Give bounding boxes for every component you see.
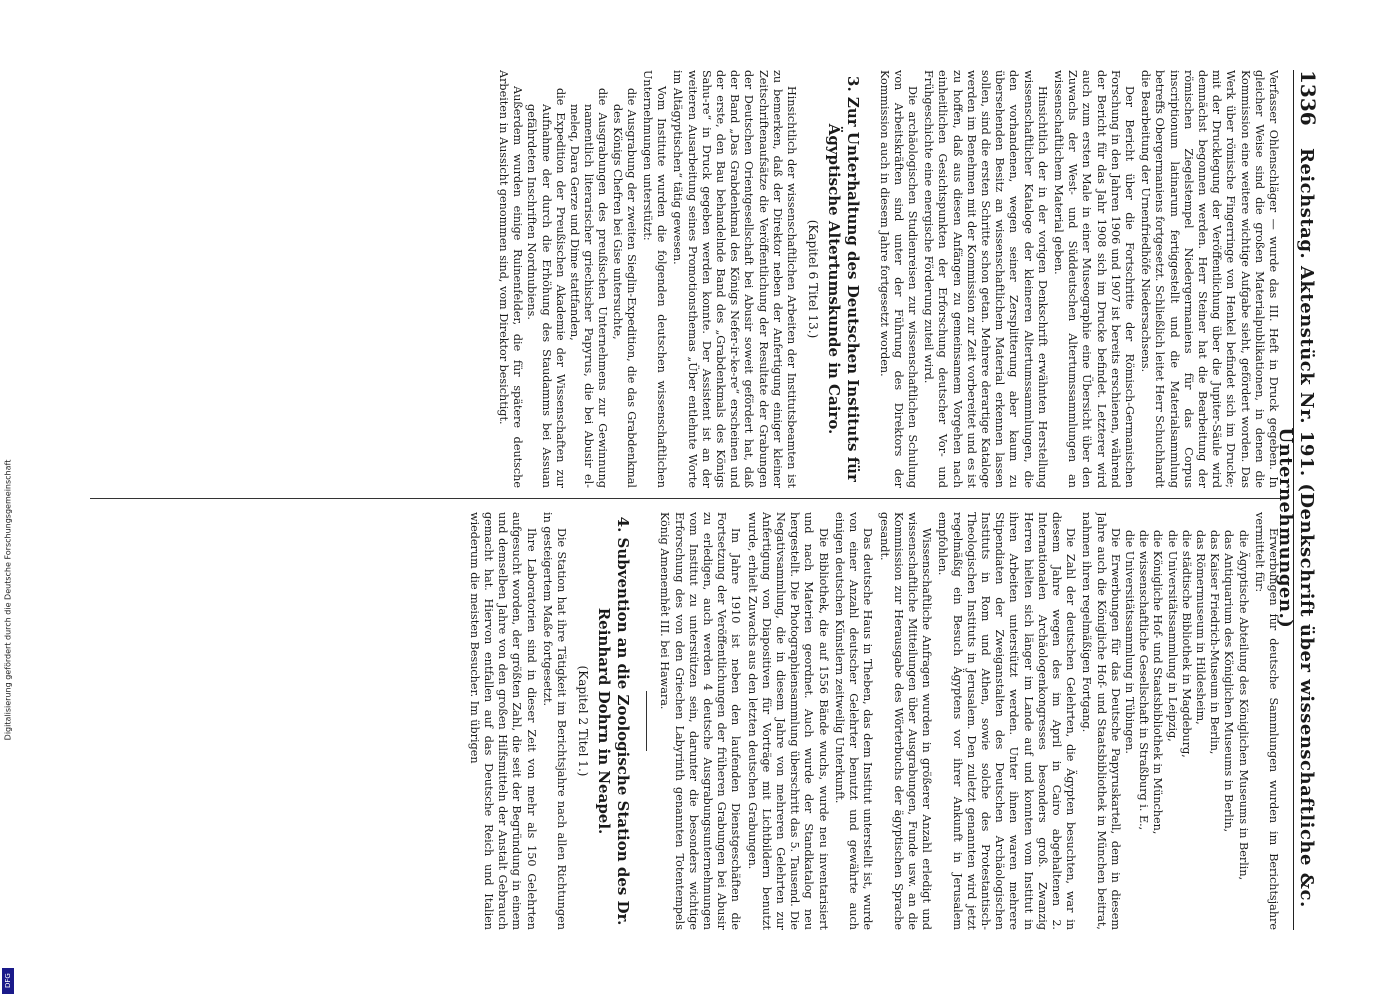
paragraph: Die Bibliothek, die auf 1556 Bände wuchs, wurde neu inventarisiert und nach Materien geordnet. Auch wurde der Standkatalog neu hergestellt. Die Photographiensammlung überschritt das 5. Tausend. Die Negativsammlung, die in diesem Jahre von mehreren Gelehrten zur Anfertigung von Diapositiven für Vorträge mit Lichtbildern benutzt wurde, erhielt Zuwachs aus den letzten deutschen Grabungen.	[745, 512, 830, 930]
paragraph: Die Erwerbungen für das Deutsche Papyruskartell, dem in diesem Jahre auch die Königliche Hof- und Staatsbibliothek in München beitrat, nahmen ihren regelmäßigen Fortgang.	[1080, 512, 1122, 930]
list-item: die Königliche Hof- und Staatsbibliothek in München,	[1151, 530, 1165, 835]
page-content	[80, 60, 1320, 940]
paragraph: Der Bericht über die Fortschritte der Römisch-Germanischen Forschung in den Jahren 1906 und 1907 ist bereits erschienen, während der Bericht für das Jahr 1908 sich im Drucke befindet. Letzterer wird auch zum ersten Male in einer Museographie eine Übersicht über den Zuwachs der West- und Süddeutschen Altertumssammlungen an wissenschaftlichem Material geben.	[1051, 70, 1136, 488]
list-item: die Ausgrabungen des preußischen Unternehmens zur Gewinnung namentlich literarischer griechischer Papyrus, die bei Abusir el-meleq, Dara Gerze und Dime stattfanden,	[568, 88, 610, 488]
list-item: die Ägyptische Abteilung des Königlichen Museums in Berlin,	[1236, 530, 1250, 881]
right-column	[90, 512, 1280, 930]
list-item: die wissenschaftliche Gesellschaft in Straßburg i. E.,	[1137, 530, 1151, 831]
list-item: das Kaiser Friedrich-Museum in Berlin,	[1208, 530, 1222, 755]
list-item: das Römermuseum in Hildesheim,	[1193, 530, 1207, 725]
section-subheading: (Kapitel 2 Titel 1.)	[576, 665, 591, 777]
column-divider	[90, 498, 1280, 499]
paragraph: Außerdem wurden einige Ruinenfelder, die für spätere deutsche Arbeiten in Aussicht genommen sind, vom Direktor besichtigt.	[497, 70, 525, 488]
list-item: die städtische Bibliothek in Magdeburg,	[1179, 530, 1193, 758]
list-item: die Universitätssammlung in Leipzig,	[1165, 530, 1179, 742]
page-number: 1336	[1296, 70, 1320, 126]
page-title: Reichstag. Aktenstück Nr. 191. (Denkschrift über wissenschaftliche &c. Unternehmungen.)	[1275, 147, 1317, 908]
list-item: die Universitätssammlung in Tübingen.	[1122, 530, 1136, 754]
section-subheading: (Kapitel 6 Titel 13.)	[806, 219, 821, 339]
paragraph: Erwerbungen für deutsche Sammlungen wurden im Berichtsjahre vermittelt für:	[1252, 512, 1280, 930]
section-heading: 4. Subvention an die Zoologische Station des Dr. Reinhard Dohrn in Neapel.	[595, 516, 633, 926]
page-header	[1275, 70, 1320, 930]
paragraph: Die Station hat ihre Tätigkeit im Berichtsjahre nach allen Richtungen in gesteigertem Maße fortgesetzt.	[540, 512, 569, 930]
paragraph: Verfasser Ohlenschläger — wurde das III. Heft in Druck gegeben. In gleicher Weise sind die großen Materialpublikationen, in denen die Kommission eine weitere wichtige Aufgabe sieht, gefördert worden. Das Werk über römische Fingerringe von Henkel befindet sich im Drucke; mit der Drucklegung der Veröffentlichung über die Jupiter-Säule wird demnächst begonnen werden. Herr Steiner hat die Bearbeitung der römischen Ziegelstempel Niedergermaniens für das Corpus inscriptionum latinarum fertiggestellt und die Materialsammlung betreffs Obergermaniens fortgesetzt. Schließlich leitet Herr Schuchhardt die Bearbeitung der Urnenfriedhöfe Niedersachsens.	[1139, 70, 1280, 488]
attribution-strip	[0, 0, 16, 1000]
paragraph: Ihre Laboratorien sind in dieser Zeit von mehr als 150 Gelehrten aufgesucht worden, der größten Zahl, die seit der Begründung in einem und demselben Jahre von den großen Hilfsmitteln der Anstalt Gebrauch gemacht hat. Hiervon entfallen auf das Deutsche Reich und Italien wiederum die meisten Besucher. Im übrigen	[467, 512, 538, 930]
left-column	[90, 70, 1280, 488]
dfg-logo: DFG	[2, 968, 14, 994]
paragraph: Hinsichtlich der wissenschaftlichen Arbeiten der Institutsbeamten ist zu bemerken, daß der Direktor neben der Anfertigung einiger kleiner Zeitschriftenaufsätze die Veröffentlichung der Resultate der Grabungen der Deutschen Orientgesellschaft bei Abusir soweit gefördert hat, daß der Band „Das Grabdenkmal des Königs Nefer-ir-ke-re“ erscheinen und der erste, den Bau behandelnde Band des „Grabdenkmals des Königs Sahu-re“ in Druck gegeben werden konnte. Der Assistent ist an der weiteren Ausarbeitung seines Promotionsthemas „Über entlehnte Worte im Altägyptischen“ tätig gewesen.	[671, 70, 799, 488]
attribution-text: Digitalisierung gefördert durch die Deutsche Forschungsgemeinschaft	[3, 459, 13, 741]
separator-rule	[646, 691, 647, 751]
paragraph: Vom Institute wurden die folgenden deutschen wissenschaftlichen Unternehmungen unterstützt:	[641, 70, 669, 488]
list-item: die Ausgrabung der zweiten Sieglin-Expedition, die das Grabdenkmal des Königs Chefren bei Gise untersuchte,	[610, 88, 638, 488]
paragraph: Hinsichtlich der in der vorigen Denkschrift erwähnten Herstellung wissenschaftlicher Kataloge der kleineren Altertumssammlungen, die den vorhandenen, wegen seiner Zersplitterung aber kaum zu übersehenden Besitz an wissenschaftlichem Material erkennen lassen sollen, sind die ersten Schritte schon getan. Mehrere derartige Kataloge werden im Benehmen mit der Kommission zur Zeit vorbereitet und es ist zu hoffen, daß aus diesen Anfängen zu gemeinsamem Vorgehen nach einheitlichen Gesichtspunkten der Erforschung deutscher Vor- und Frühgeschichte eine energische Förderung zuteil wird.	[922, 70, 1049, 488]
section-heading: 3. Zur Unterhaltung des Deutschen Instituts für Ägyptische Altertumskunde in Cairo.	[825, 76, 863, 482]
paragraph: Im Jahre 1910 ist neben den laufenden Dienstgeschäften die Fortsetzung der Veröffentlichungen der früheren Grabungen bei Abusir zu erledigen, auch werden 4 deutsche Ausgrabungsunternehmungen vom Institut zu unterstützen sein, darunter die besonders wichtige Erforschung des von den Griechen Labyrinth genannten Totentempels König Amenemhêt III. bei Hawara.	[658, 512, 743, 930]
list-item: die Expedition der Preußischen Akademie der Wissenschaften zur Aufnahme der durch die Erhöhung des Staudamms bei Assuan gefährdeten Inschriften Nordnubiens.	[525, 88, 567, 488]
list-item: das Antiquarium des Königlichen Museums in Berlin,	[1222, 530, 1236, 833]
paragraph: Wissenschaftliche Anfragen wurden in größerer Anzahl erledigt und wissenschaftliche Mitteilungen über Ausgrabungen, Funde usw. an die Kommission zur Herausgabe des Wörterbuchs der ägyptischen Sprache gesandt.	[877, 512, 934, 930]
scanned-page	[80, 60, 1320, 940]
paragraph: Die archäologischen Studienreisen zur wissenschaftlichen Schulung von Arbeitskräften sind unter der Führung des Direktors der Kommission auch in diesem Jahre fortgesetzt worden.	[877, 70, 919, 488]
paragraph: Das deutsche Haus in Theben, das dem Institut unterstellt ist, wurde von einer Anzahl deutscher Gelehrter benutzt und gewährte auch einigen deutschen Künstlern zeitweilig Unterkunft.	[832, 512, 875, 930]
paragraph: Die Zahl der deutschen Gelehrten, die Ägypten besuchten, war in diesem Jahre wegen des im April in Cairo abgehaltenen 2. Internationalen Archäologenkongresses besonders groß. Zwanzig Herren hielten sich länger im Lande auf und konnten vom Institut in ihren Arbeiten unterstützt werden. Unter ihnen waren mehrere Stipendiaten der Zweiganstalten des Deutschen Archäologischen Instituts in Rom und Athen, sowie solche des Protestantisch-Theologischen Instituts in Jerusalem. Den zuletzt genannten wird jetzt regelmäßig ein Besuch Ägyptens vor ihrer Ankunft in Jerusalem empfohlen.	[936, 512, 1078, 930]
